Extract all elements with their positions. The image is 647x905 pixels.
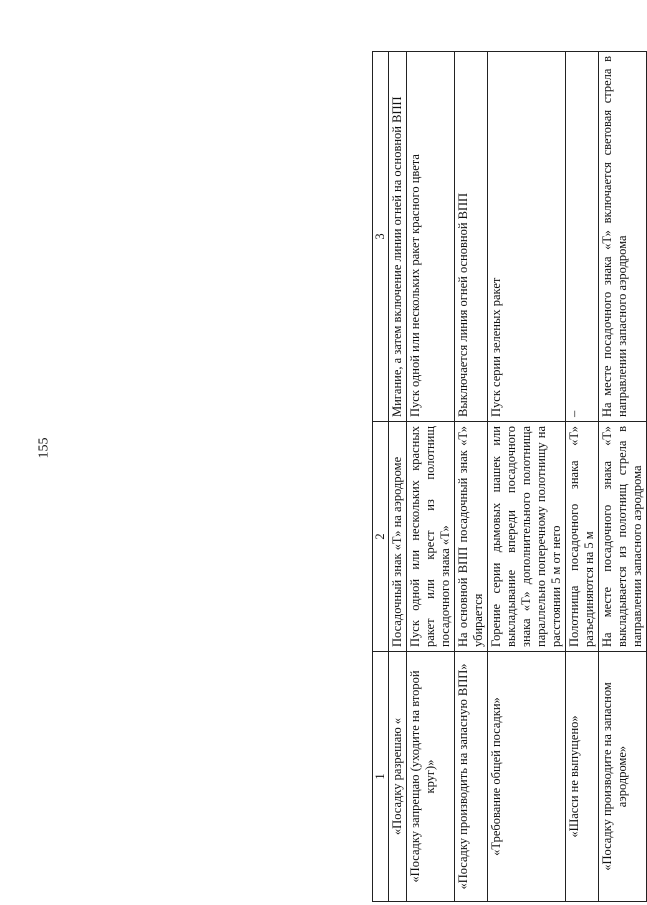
table-row [488, 52, 566, 902]
header-col-3: 3 [373, 52, 389, 422]
header-col-1: 1 [373, 652, 389, 902]
signal-command: «Посадку разрешаю « [389, 652, 407, 902]
signal-command: «Посадку производить на запасную ВПП» [455, 652, 488, 902]
header-col-2: 2 [373, 422, 389, 652]
signal-day: Горение серии дымовых шашек или выкладывание впереди посадочного знака «Т» дополнительного полотнища параллельно поперечному полотнищу на расстоянии 5 м от него [488, 422, 566, 652]
signal-night: Пуск серии зеленых ракет [488, 52, 566, 422]
table-row [455, 52, 488, 902]
signal-command: «Шасси не выпущено» [566, 652, 599, 902]
signal-command: «Требование общей посадки» [488, 652, 566, 902]
table-row [566, 52, 599, 902]
signal-night: Выключается линия огней основной ВПП [455, 52, 488, 422]
signal-day: Полотнища посадочного знака «Т» разъединяются на 5 м [566, 422, 599, 652]
signals-table-frame [372, 52, 644, 902]
signals-table [372, 51, 647, 902]
signal-command: «Посадку запрещаю (уходите на второй круг)» [407, 652, 455, 902]
page-number: 155 [36, 437, 52, 459]
signal-day: На месте посадочного знака «Т» выкладывается из полотнищ стрела в направлении запасного аэродрома [599, 422, 647, 652]
table-row [599, 52, 647, 902]
signal-day: Посадочный знак «Т» на аэродроме [389, 422, 407, 652]
signal-command: «Посадку производите на запасном аэродроме» [599, 652, 647, 902]
signal-night: Мигание, а затем включение линии огней на основной ВПП [389, 52, 407, 422]
table-row [407, 52, 455, 902]
table-header-row [373, 52, 389, 902]
signal-night: На месте посадочного знака «Т» включается световая стрела в направлении запасного аэродрома [599, 52, 647, 422]
signal-day: Пуск одной или нескольких красных ракет или крест из полотнищ посадочного знака «Т» [407, 422, 455, 652]
signal-day: На основной ВПП посадочный знак «Т» убирается [455, 422, 488, 652]
signal-night: – [566, 52, 599, 422]
signal-night: Пуск одной или нескольких ракет красного цвета [407, 52, 455, 422]
table-row [389, 52, 407, 902]
